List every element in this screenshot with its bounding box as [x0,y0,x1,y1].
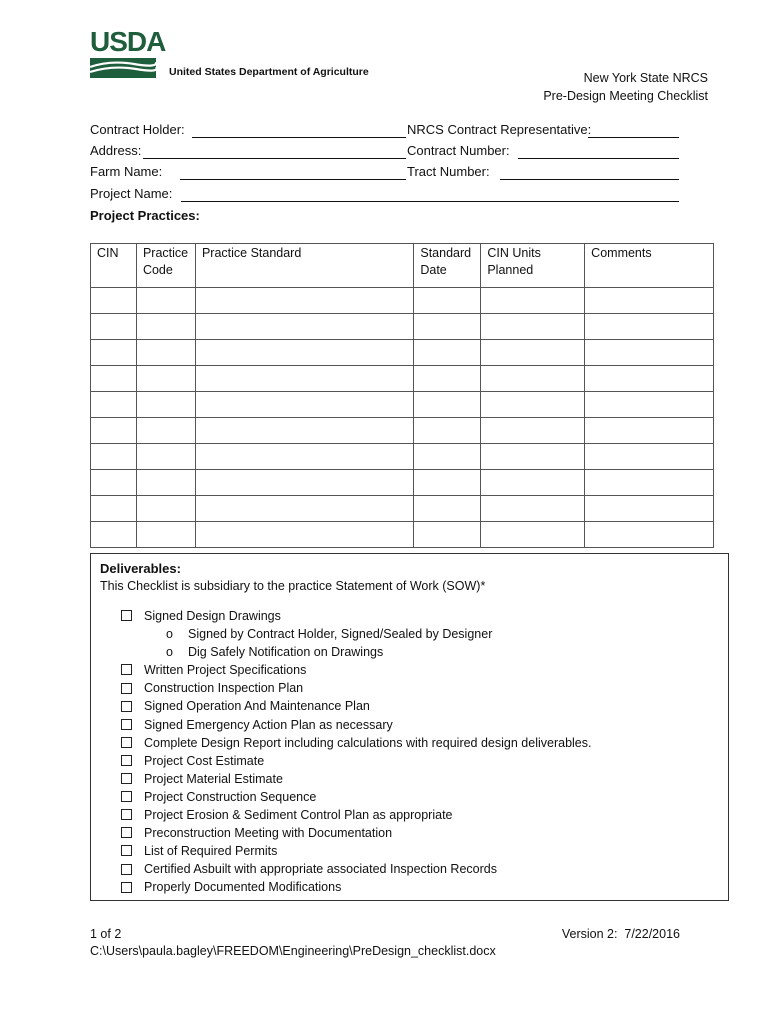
col-standard-date: Standard Date [414,244,481,288]
deliverable-subitem [121,643,591,661]
table-row [91,522,714,548]
deliverable-item [121,824,591,842]
address-label: Address: [90,143,142,158]
tract-number-label: Tract Number: [407,164,490,179]
table-cell[interactable] [136,418,195,444]
table-cell[interactable] [136,366,195,392]
checkbox-icon[interactable] [121,755,132,766]
deliverable-label: Signed Design Drawings [144,609,281,623]
header-line1: New York State NRCS [583,71,708,85]
deliverable-item [121,661,591,679]
table-cell[interactable] [91,392,137,418]
table-cell[interactable] [195,496,413,522]
table-cell[interactable] [195,314,413,340]
header-block [543,69,708,105]
table-cell[interactable] [481,340,585,366]
table-cell[interactable] [481,418,585,444]
table-row [91,288,714,314]
table-cell[interactable] [414,288,481,314]
table-cell[interactable] [91,522,137,548]
col-cin-units-planned: CIN Units Planned [481,244,585,288]
deliverable-label: List of Required Permits [144,844,278,859]
deliverable-label: Project Construction Sequence [144,789,317,804]
project-name-field[interactable] [181,201,679,202]
table-cell[interactable] [195,340,413,366]
deliverables-list [121,607,591,897]
table-row [91,496,714,522]
table-cell[interactable] [481,366,585,392]
deliverable-label: Complete Design Report including calculations with required design deliverables. [144,735,592,750]
contract-holder-label: Contract Holder: [90,122,185,137]
table-cell[interactable] [91,288,137,314]
table-cell[interactable] [136,522,195,548]
table-cell[interactable] [585,470,714,496]
table-cell[interactable] [481,314,585,340]
checkbox-icon[interactable] [121,773,132,784]
table-cell[interactable] [195,444,413,470]
table-cell[interactable] [195,522,413,548]
deliverable-subitem [121,625,591,643]
table-cell[interactable] [481,288,585,314]
table-cell[interactable] [585,288,714,314]
deliverable-label: Signed Emergency Action Plan as necessary [144,717,393,732]
table-cell[interactable] [195,288,413,314]
deliverable-label: Project Erosion & Sediment Control Plan as appropriate [144,808,453,823]
table-cell[interactable] [585,444,714,470]
table-cell[interactable] [481,444,585,470]
table-cell[interactable] [585,522,714,548]
checkbox-icon[interactable] [121,864,132,875]
table-cell[interactable] [481,470,585,496]
deliverable-label: Project Material Estimate [144,771,283,786]
deliverable-label: Certified Asbuilt with appropriate associated Inspection Records [144,862,497,877]
table-row [91,340,714,366]
deliverables-box [90,553,729,901]
usda-wordmark: USDA [90,26,166,57]
table-cell[interactable] [585,340,714,366]
project-name-label: Project Name: [90,186,173,201]
deliverable-item [121,878,591,896]
circle-bullet-icon: o [166,627,173,642]
checkbox-icon[interactable] [121,845,132,856]
deliverable-item [121,806,591,824]
col-practice-standard: Practice Standard [195,244,413,288]
checkbox-icon[interactable] [121,610,132,621]
deliverable-label: Written Project Specifications [144,663,307,678]
col-comments: Comments [585,244,714,288]
table-row [91,470,714,496]
usda-logo [90,26,390,78]
table-cell[interactable] [481,522,585,548]
file-path: C:\Users\paula.bagley\FREEDOM\Engineering\PreDesign_checklist.docx [90,944,496,958]
table-cell[interactable] [91,314,137,340]
deliverable-label: Construction Inspection Plan [144,681,304,696]
usda-hills-icon [90,58,156,78]
deliverable-item [121,716,591,734]
tract-number-field[interactable] [500,179,679,180]
table-cell[interactable] [585,496,714,522]
deliverable-item [121,734,591,752]
document-title: Pre-Design Meeting Checklist [543,89,708,103]
table-cell[interactable] [481,392,585,418]
table-row [91,314,714,340]
deliverable-item [121,697,591,715]
table-cell[interactable] [414,366,481,392]
table-header-row [91,244,714,288]
checkbox-icon[interactable] [121,701,132,712]
checkbox-icon[interactable] [121,882,132,893]
table-cell[interactable] [91,470,137,496]
checkbox-icon[interactable] [121,737,132,748]
nrcs-rep-field[interactable] [588,137,679,138]
checkbox-icon[interactable] [121,809,132,820]
checkbox-icon[interactable] [121,719,132,730]
deliverable-item [121,752,591,770]
table-cell[interactable] [414,496,481,522]
deliverable-item [121,788,591,806]
table-cell[interactable] [91,444,137,470]
deliverable-item [121,842,591,860]
table-cell[interactable] [414,314,481,340]
table-cell[interactable] [414,418,481,444]
contract-number-field[interactable] [518,158,679,159]
table-cell[interactable] [414,470,481,496]
table-cell[interactable] [136,496,195,522]
deliverable-label: Signed by Contract Holder, Signed/Sealed by Designer [188,627,493,642]
table-cell[interactable] [195,392,413,418]
table-cell[interactable] [414,522,481,548]
table-cell[interactable] [195,366,413,392]
table-cell[interactable] [414,340,481,366]
table-cell[interactable] [414,392,481,418]
deliverable-label: Dig Safely Notification on Drawings [188,645,384,660]
table-row [91,418,714,444]
checkbox-icon[interactable] [121,791,132,802]
table-cell[interactable] [585,314,714,340]
table-cell[interactable] [136,288,195,314]
table-cell[interactable] [91,366,137,392]
table-cell[interactable] [136,444,195,470]
deliverables-heading: Deliverables: [100,561,181,576]
deliverable-item [121,860,591,878]
table-cell[interactable] [91,496,137,522]
deliverable-item [121,607,591,625]
table-cell[interactable] [136,314,195,340]
deliverable-label: Signed Operation And Maintenance Plan [144,699,370,714]
deliverable-label: Properly Documented Modifications [144,880,342,895]
table-row [91,444,714,470]
address-field[interactable] [143,158,406,159]
contract-holder-field[interactable] [192,137,406,138]
footer-left [90,926,496,960]
version-text: Version 2: 7/22/2016 [561,927,680,941]
page-number: 1 of 2 [90,927,122,941]
checkbox-icon[interactable] [121,827,132,838]
table-row [91,366,714,392]
circle-bullet-icon: o [166,645,173,660]
deliverables-note: This Checklist is subsidiary to the practice Statement of Work (SOW)* [100,579,486,593]
table-cell[interactable] [91,340,137,366]
table-cell[interactable] [195,470,413,496]
table-cell[interactable] [136,392,195,418]
table-cell[interactable] [585,366,714,392]
checkbox-icon[interactable] [121,664,132,675]
project-practices-heading: Project Practices: [90,208,200,223]
farm-name-label: Farm Name: [90,164,163,179]
table-cell[interactable] [136,340,195,366]
deliverable-item [121,679,591,697]
table-cell[interactable] [481,496,585,522]
checkbox-icon[interactable] [121,683,132,694]
table-cell[interactable] [585,392,714,418]
table-cell[interactable] [195,418,413,444]
farm-name-field[interactable] [180,179,406,180]
deliverable-label: Preconstruction Meeting with Documentation [144,826,393,841]
practices-table [90,243,714,548]
table-row [91,392,714,418]
col-practice-code: Practice Code [136,244,195,288]
table-cell[interactable] [414,444,481,470]
table-cell[interactable] [136,470,195,496]
table-cell[interactable] [91,418,137,444]
deliverable-item [121,770,591,788]
table-cell[interactable] [585,418,714,444]
contract-number-label: Contract Number: [407,143,510,158]
agency-name: United States Department of Agriculture [169,66,369,78]
col-cin: CIN [91,244,137,288]
deliverable-label: Project Cost Estimate [144,753,265,768]
nrcs-rep-label: NRCS Contract Representative: [407,122,592,137]
